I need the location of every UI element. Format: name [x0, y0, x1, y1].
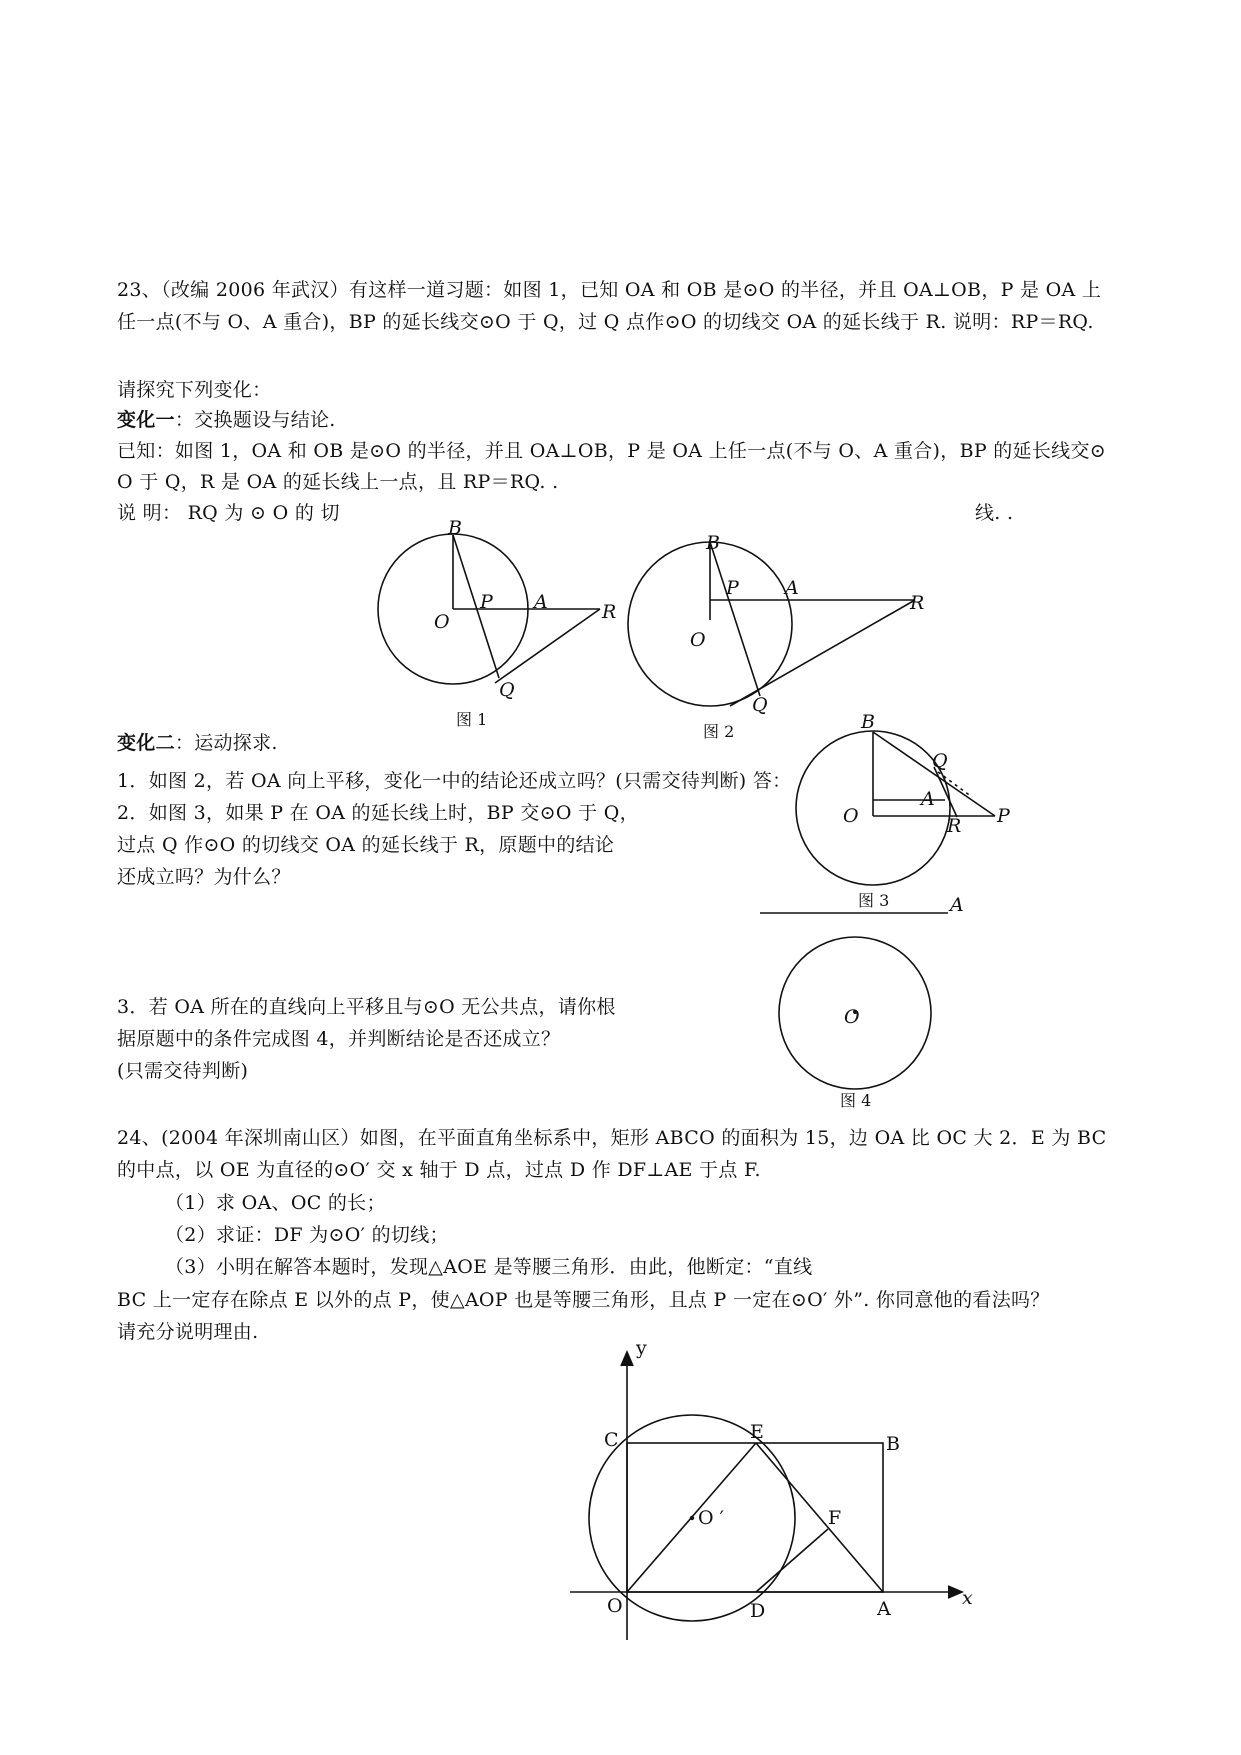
explore-heading: 请探究下列变化：	[117, 379, 272, 401]
item3-line2: 据原题中的条件完成图 4，并判断结论是否还成立？	[117, 1028, 561, 1050]
fig3-caption: 图 3	[858, 891, 890, 910]
fig3-label-r: R	[947, 815, 962, 837]
fig1-label-o: O	[434, 611, 450, 633]
item3-line1: 3．若 OA 所在的直线向上平移且与⊙O 无公共点，请你根	[117, 996, 616, 1018]
variation-one-text: ：交换题设与结论.	[174, 409, 336, 431]
q24-line2: 的中点，以 OE 为直径的⊙O′ 交 x 轴于 D 点，过点 D 作 DF⊥AE 于点 F.	[117, 1159, 761, 1181]
fig2-bq	[710, 542, 760, 696]
fig2-label-r: R	[910, 592, 925, 614]
fig5-label-a: A	[877, 1598, 891, 1620]
fig5-label-d: D	[750, 1600, 766, 1622]
q24-sub3-line2: BC 上一定存在除点 E 以外的点 P，使△AOP 也是等腰三角形，且点 P 一定在⊙O′ 外”. 你同意他的看法吗？	[117, 1289, 1050, 1311]
var1-line1: 已知：如图 1，OA 和 OB 是⊙O 的半径，并且 OA⊥OB，P 是 OA 上任一点(不与 O、A 重合)，BP 的延长线交⊙	[117, 440, 1106, 462]
fig4-label-o: O	[844, 1006, 860, 1028]
figure-2	[628, 542, 915, 706]
fig2-rq	[730, 600, 915, 706]
q24-sub3-line3: 请充分说明理由.	[117, 1321, 259, 1343]
fig5-label-y: y	[636, 1337, 647, 1359]
fig5-label-o-prime: O ′	[698, 1507, 724, 1529]
x-axis-arrow	[948, 1586, 962, 1598]
fig1-label-r: R	[602, 601, 617, 623]
fig1-caption: 图 1	[456, 710, 488, 729]
variation-one-title: 变化一	[117, 409, 175, 431]
fig4-caption: 图 4	[840, 1091, 872, 1110]
var1-line3b: 线. .	[975, 502, 1014, 524]
item2-line1: 2．如图 3，如果 P 在 OA 的延长线上时，BP 交⊙O 于 Q，	[117, 802, 639, 824]
fig1-label-q: Q	[499, 679, 515, 701]
variation-two-title: 变化二	[117, 732, 175, 754]
fig5-label-b: B	[886, 1433, 900, 1455]
var1-line3a: 说 明： RQ 为 ⊙ O 的 切	[117, 502, 340, 524]
figure-4	[760, 913, 948, 1089]
var1-line2: O 于 Q，R 是 OA 的延长线上一点，且 RP＝RQ. .	[117, 471, 559, 493]
fig5-label-x: x	[962, 1587, 973, 1609]
fig3-label-b: B	[861, 711, 875, 733]
fig3-qr	[934, 767, 957, 817]
item3-line3: (只需交待判断)	[117, 1060, 249, 1082]
item1-text: 1．如图 2，若 OA 向上平移，变化一中的结论还成立吗？(只需交待判断) 答：	[117, 770, 792, 792]
fig1-label-b: B	[448, 517, 462, 539]
q24-sub2: （2）求证：DF 为⊙O′ 的切线；	[165, 1224, 449, 1246]
fig2-caption: 图 2	[703, 722, 735, 741]
segment-df	[756, 1529, 828, 1592]
fig3-label-a: A	[921, 788, 935, 810]
rectangle-abco	[627, 1443, 883, 1592]
segment-ea	[756, 1443, 883, 1592]
fig4-label-a: A	[950, 894, 964, 916]
fig3-label-o: O	[843, 805, 859, 827]
q24-sub3: （3）小明在解答本题时，发现△AOE 是等腰三角形．由此，他断定：“直线	[165, 1256, 813, 1278]
item2-line2: 过点 Q 作⊙O 的切线交 OA 的延长线于 R，原题中的结论	[117, 834, 615, 856]
fig3-label-q: Q	[932, 750, 948, 772]
q24-sub1: （1）求 OA、OC 的长；	[165, 1192, 386, 1214]
q23-line1: 23、（改编 2006 年武汉）有这样一道习题：如图 1，已知 OA 和 OB 是⊙O 的半径，并且 OA⊥OB，P 是 OA 上	[117, 279, 1102, 301]
fig2-label-b: B	[706, 532, 720, 554]
fig2-label-p: P	[726, 577, 739, 599]
y-axis-arrow	[621, 1352, 633, 1366]
q23-line2: 任一点(不与 O、A 重合)，BP 的延长线交⊙O 于 Q，过 Q 点作⊙O 的切线交 OA 的延长线于 R. 说明：RP＝RQ.	[117, 311, 1094, 333]
fig2-label-o: O	[690, 629, 706, 651]
o-prime-dot	[690, 1516, 694, 1520]
q24-line1: 24、(2004 年深圳南山区）如图，在平面直角坐标系中，矩形 ABCO 的面积为 15，边 OA 比 OC 大 2．E 为 BC	[117, 1127, 1107, 1149]
variation-two-text: ：运动探求.	[174, 732, 278, 754]
fig5-label-f: F	[828, 1507, 842, 1529]
figure-5	[570, 1352, 962, 1640]
fig2-label-a: A	[785, 577, 799, 599]
item2-line3: 还成立吗？为什么？	[117, 866, 291, 888]
fig5-label-c: C	[604, 1429, 619, 1451]
fig5-label-e: E	[750, 1421, 764, 1443]
fig1-label-p: P	[480, 591, 493, 613]
fig5-label-o: O	[607, 1595, 623, 1617]
fig2-label-q: Q	[752, 694, 768, 716]
figure-3	[796, 731, 995, 885]
fig1-rq	[495, 609, 600, 683]
fig1-label-a: A	[534, 591, 548, 613]
fig3-label-p: P	[997, 805, 1010, 827]
